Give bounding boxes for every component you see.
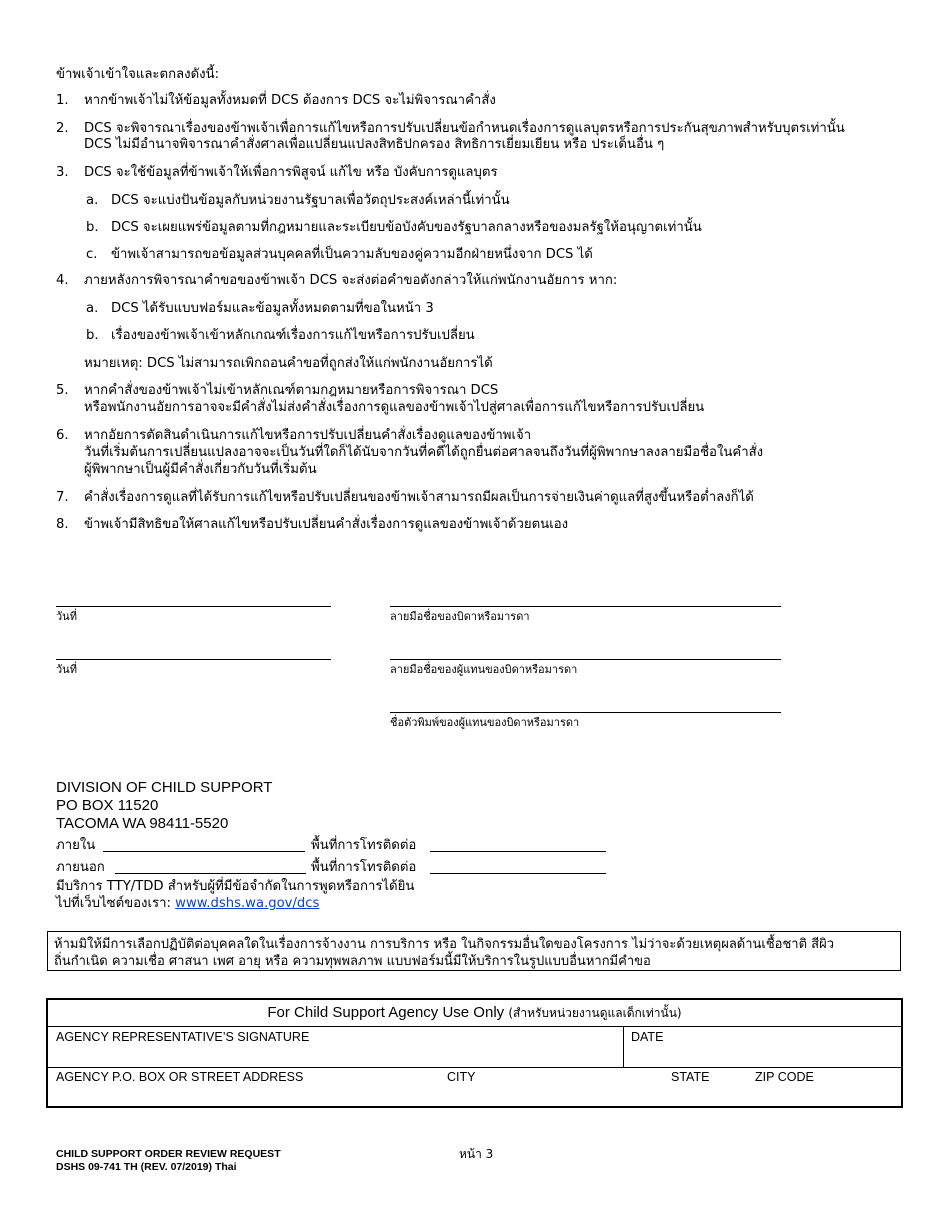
item-3a-text: DCS จะแบ่งปันข้อมูลกับหน่วยงานรัฐบาลเพื่อวัตถุประสงค์เหล่านี้เท่านั้น [111,193,510,208]
item-3c-text: ข้าพเจ้าสามารถขอข้อมูลส่วนบุคคลที่เป็นความลับของคู่ความอีกฝ่ายหนึ่งจาก DCS ได้ [111,247,593,262]
representative-signature-label: ลายมือชื่อของผู้แทนของบิดาหรือมารดา [390,663,578,676]
long-distance-phone-label: ภายนอก [56,860,105,875]
agency-signature-row [48,1027,901,1068]
item-5-text-line2: หรือพนักงานอัยการอาจจะมีคำสั่งไม่ส่งคำสั่งเรื่องการดูแลของข้าพเจ้าไปสู่ศาลเพื่อการแก้ไขหรือการปรับเปลี่ยน [84,400,705,415]
item-2-text-line1: DCS จะพิจารณาเรื่องของข้าพเจ้าเพื่อการแก้ไขหรือการปรับเปลี่ยนข้อกำหนดเรื่องการดูแลบุตรหรือการประกันสุขภาพสำหรับบุตรเท่านั้น [84,121,845,136]
item-4a-text: DCS ได้รับแบบฟอร์มและข้อมูลทั้งหมดตามที่ขอในหน้า 3 [111,301,434,316]
item-5-number: 5. [56,383,69,398]
item-2-number: 2. [56,121,69,136]
footer-form-title: CHILD SUPPORT ORDER REVIEW REQUEST [56,1148,281,1160]
long-distance-area-field[interactable] [430,860,606,874]
agency-city-label: CITY [447,1070,476,1084]
address-line-1: DIVISION OF CHILD SUPPORT [56,779,273,796]
local-area-label: พื้นที่การโทรติดต่อ [311,838,417,853]
representative-name-line[interactable] [390,712,781,713]
item-4-text: ภายหลังการพิจารณาคำขอของข้าพเจ้า DCS จะส่งต่อคำขอดังกล่าวให้แก่พนักงานอัยการ หาก: [84,273,618,288]
local-phone-field[interactable] [103,838,305,852]
item-6-number: 6. [56,428,69,443]
agency-rep-signature-label: AGENCY REPRESENTATIVE’S SIGNATURE [56,1030,310,1044]
footer-page-number: หน้า 3 [459,1147,494,1161]
agency-address-label: AGENCY P.O. BOX OR STREET ADDRESS [56,1070,304,1084]
nondiscrimination-notice [47,931,901,971]
agency-row-divider [623,1027,624,1067]
item-1-text: หากข้าพเจ้าไม่ให้ข้อมูลทั้งหมดที่ DCS ต้องการ DCS จะไม่พิจารณาคำสั่ง [84,93,496,108]
agency-date-label: DATE [631,1030,664,1044]
date-2-line[interactable] [56,659,331,660]
item-8-text: ข้าพเจ้ามีสิทธิขอให้ศาลแก้ไขหรือปรับเปลี่ยนคำสั่งเรื่องการดูแลของข้าพเจ้าด้วยตนเอง [84,517,569,532]
item-4a-letter: a. [86,301,99,316]
agency-use-box [46,998,903,1108]
long-distance-phone-field[interactable] [115,860,306,874]
item-3b-letter: b. [86,220,99,235]
agency-zip-label: ZIP CODE [755,1070,814,1084]
date-1-label: วันที่ [56,610,77,623]
website-label: ไปที่เว็บไซต์ของเรา: [56,896,171,911]
item-7-text: คำสั่งเรื่องการดูแลที่ได้รับการแก้ไขหรือปรับเปลี่ยนของข้าพเจ้าสามารถมีผลเป็นการจ่ายเงินค่าดูแลที่สูงขึ้นหรือต่ำลงก็ได้ [84,490,754,505]
item-2-text-line2: DCS ไม่มีอำนาจพิจารณาคำสั่งศาลเพื่อแปลี่ยนแปลงสิทธิปกครอง สิทธิการเยี่ยมเยียน หรือ ประเด็นอื่น ๆ [84,137,665,152]
parent-signature-label: ลายมือชื่อของบิดาหรือมารดา [390,610,530,623]
local-area-field[interactable] [430,838,606,852]
item-7-number: 7. [56,490,69,505]
item-6-text-line3: ผู้พิพากษาเป็นผู้มีคำสั่งเกี่ยวกับวันที่เริ่มต้น [84,462,317,477]
item-3c-letter: c. [86,247,98,262]
website-link[interactable]: www.dshs.wa.gov/dcs [175,896,320,911]
representative-name-label: ชื่อตัวพิมพ์ของผู้แทนของบิดาหรือมารดา [390,716,580,729]
long-distance-area-label: พื้นที่การโทรติดต่อ [311,860,417,875]
notice-line-2: ถิ่นกำเนิด ความเชื่อ ศาสนา เพศ อายุ หรือ ความทุพพลภาพ แบบฟอร์มนี้มีให้บริการในรูปแบบอื่นหากมีคำขอ [54,954,651,969]
item-1-number: 1. [56,93,69,108]
item-4-note: หมายเหตุ: DCS ไม่สามารถเพิกถอนคำขอที่ถูกส่งให้แก่พนักงานอัยการได้ [84,356,493,371]
tty-text: มีบริการ TTY/TDD สำหรับผู้ที่มีข้อจำกัดในการพูดหรือการได้ยิน [56,879,415,894]
agency-box-title-thai: (สำหรับหน่วยงานดูแลเด็กเท่านั้น) [508,1006,682,1020]
intro-text: ข้าพเจ้าเข้าใจและตกลงดังนี้: [56,67,220,82]
item-5-text-line1: หากคำสั่งของข้าพเจ้าไม่เข้าหลักเณฑ์ตามกฎหมายหรือการพิจารณา DCS [84,383,499,398]
parent-signature-line[interactable] [390,606,781,607]
notice-line-1: ห้ามมิให้มีการเลือกปฏิบัติต่อบุคคลใดในเรื่องการจ้างงาน การบริการ หรือ ในกิจกรรมอื่นใดของโครงการ ไม่ว่าจะด้วยเหตุผลด้านเชื้อชาติ สีผิว [54,937,835,952]
item-3-text: DCS จะใช้ข้อมูลที่ข้าพเจ้าให้เพื่อการพิสูจน์ แก้ไข หรือ บังคับการดูแลบุตร [84,165,498,180]
item-6-text-line1: หากอัยการตัดสินดำเนินการแก้ไขหรือการปรับเปลี่ยนคำสั่งเรื่องดูแลของข้าพเจ้า [84,428,532,443]
agency-box-header [48,1000,901,1027]
item-4b-letter: b. [86,328,99,343]
item-6-text-line2: วันที่เริ่มต้นการเปลี่ยนแปลงอาจจะเป็นวันที่ใดก็ได้นับจากวันที่คดีได้ถูกยื่นต่อศาลจนถึงวันที่ผู้พิพากษาลงลายมือชื่อในคำสั่ง [84,445,764,460]
website-line [56,896,319,912]
local-phone-label: ภายใน [56,838,96,853]
item-3a-letter: a. [86,193,99,208]
item-4b-text: เรื่องของข้าพเจ้าเข้าหลักเกณฑ์เรื่องการแก้ไขหรือการปรับเปลี่ยน [111,328,475,343]
address-line-2: PO BOX 11520 [56,797,159,814]
item-3b-text: DCS จะเผยแพร่ข้อมูลตามที่กฎหมายและระเบียบข้อบังคับของรัฐบาลกลางหรือของมลรัฐให้อนุญาตเท่านั้น [111,220,702,235]
date-1-line[interactable] [56,606,331,607]
representative-signature-line[interactable] [390,659,781,660]
item-3-number: 3. [56,165,69,180]
agency-box-title: For Child Support Agency Use Only [267,1004,505,1021]
footer-form-number: DSHS 09-741 TH (REV. 07/2019) Thai [56,1161,237,1173]
address-line-3: TACOMA WA 98411-5520 [56,815,229,832]
date-2-label: วันที่ [56,663,77,676]
item-4-number: 4. [56,273,69,288]
item-8-number: 8. [56,517,69,532]
agency-state-label: STATE [671,1070,710,1084]
